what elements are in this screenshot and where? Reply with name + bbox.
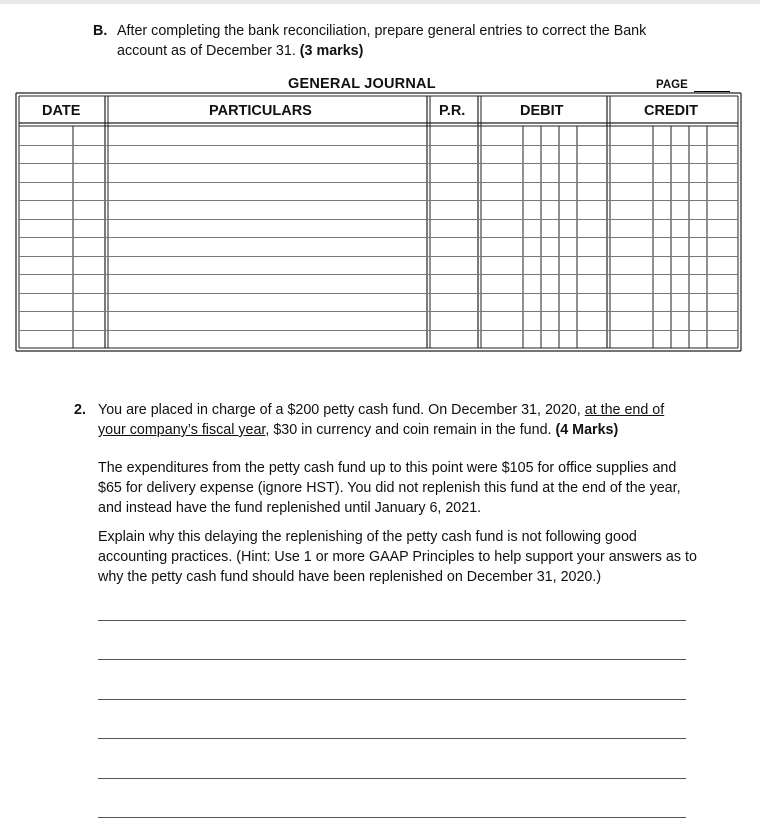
answer-line[interactable]: [98, 817, 686, 818]
part-b-marks: (3 marks): [299, 43, 364, 59]
page-label: PAGE: [656, 79, 688, 91]
q2-marks: (4 Marks): [555, 422, 619, 438]
q2-rest-text: , $30 in currency and coin remain in the fund.: [265, 422, 552, 438]
q2-underlined-text: at the end of your company’s fiscal year: [98, 402, 665, 438]
header-credit: CREDIT: [644, 103, 698, 119]
part-b-label: B.: [93, 23, 108, 39]
header-debit: DEBIT: [520, 103, 564, 119]
q2-paragraph-2: Explain why this delaying the replenishing of the petty cash fund is not following good accounting practices. (Hint: Use 1 or more GAAP Principles to help support your answers as to why the petty cash fund should have been replenished on December 31, 2020.): [98, 529, 697, 585]
header-pr: P.R.: [439, 103, 466, 119]
journal-grid: [16, 93, 741, 351]
journal-title: GENERAL JOURNAL: [288, 76, 436, 92]
answer-line[interactable]: [98, 738, 686, 739]
answer-line[interactable]: [98, 699, 686, 700]
general-journal-table[interactable]: [0, 0, 760, 360]
answer-line[interactable]: [98, 620, 686, 621]
header-particulars: PARTICULARS: [209, 103, 312, 119]
question-2-intro: [98, 400, 688, 440]
question-2-number: 2.: [74, 402, 86, 418]
part-b-instructions: After completing the bank reconciliation, prepare general entries to correct the Bank account as of December 31.: [117, 23, 647, 59]
q2-paragraph-1: The expenditures from the petty cash fund up to this point were $105 for office supplies and $65 for delivery expense (ignore HST). You did not replenish this fund at the end of the year, and instead have the fund replenished until January 6, 2021.: [98, 460, 681, 516]
answer-line[interactable]: [98, 778, 686, 779]
answer-line[interactable]: [98, 659, 686, 660]
header-date: DATE: [42, 103, 81, 119]
q2-intro-text: You are placed in charge of a $200 petty cash fund. On December 31, 2020,: [98, 402, 581, 418]
